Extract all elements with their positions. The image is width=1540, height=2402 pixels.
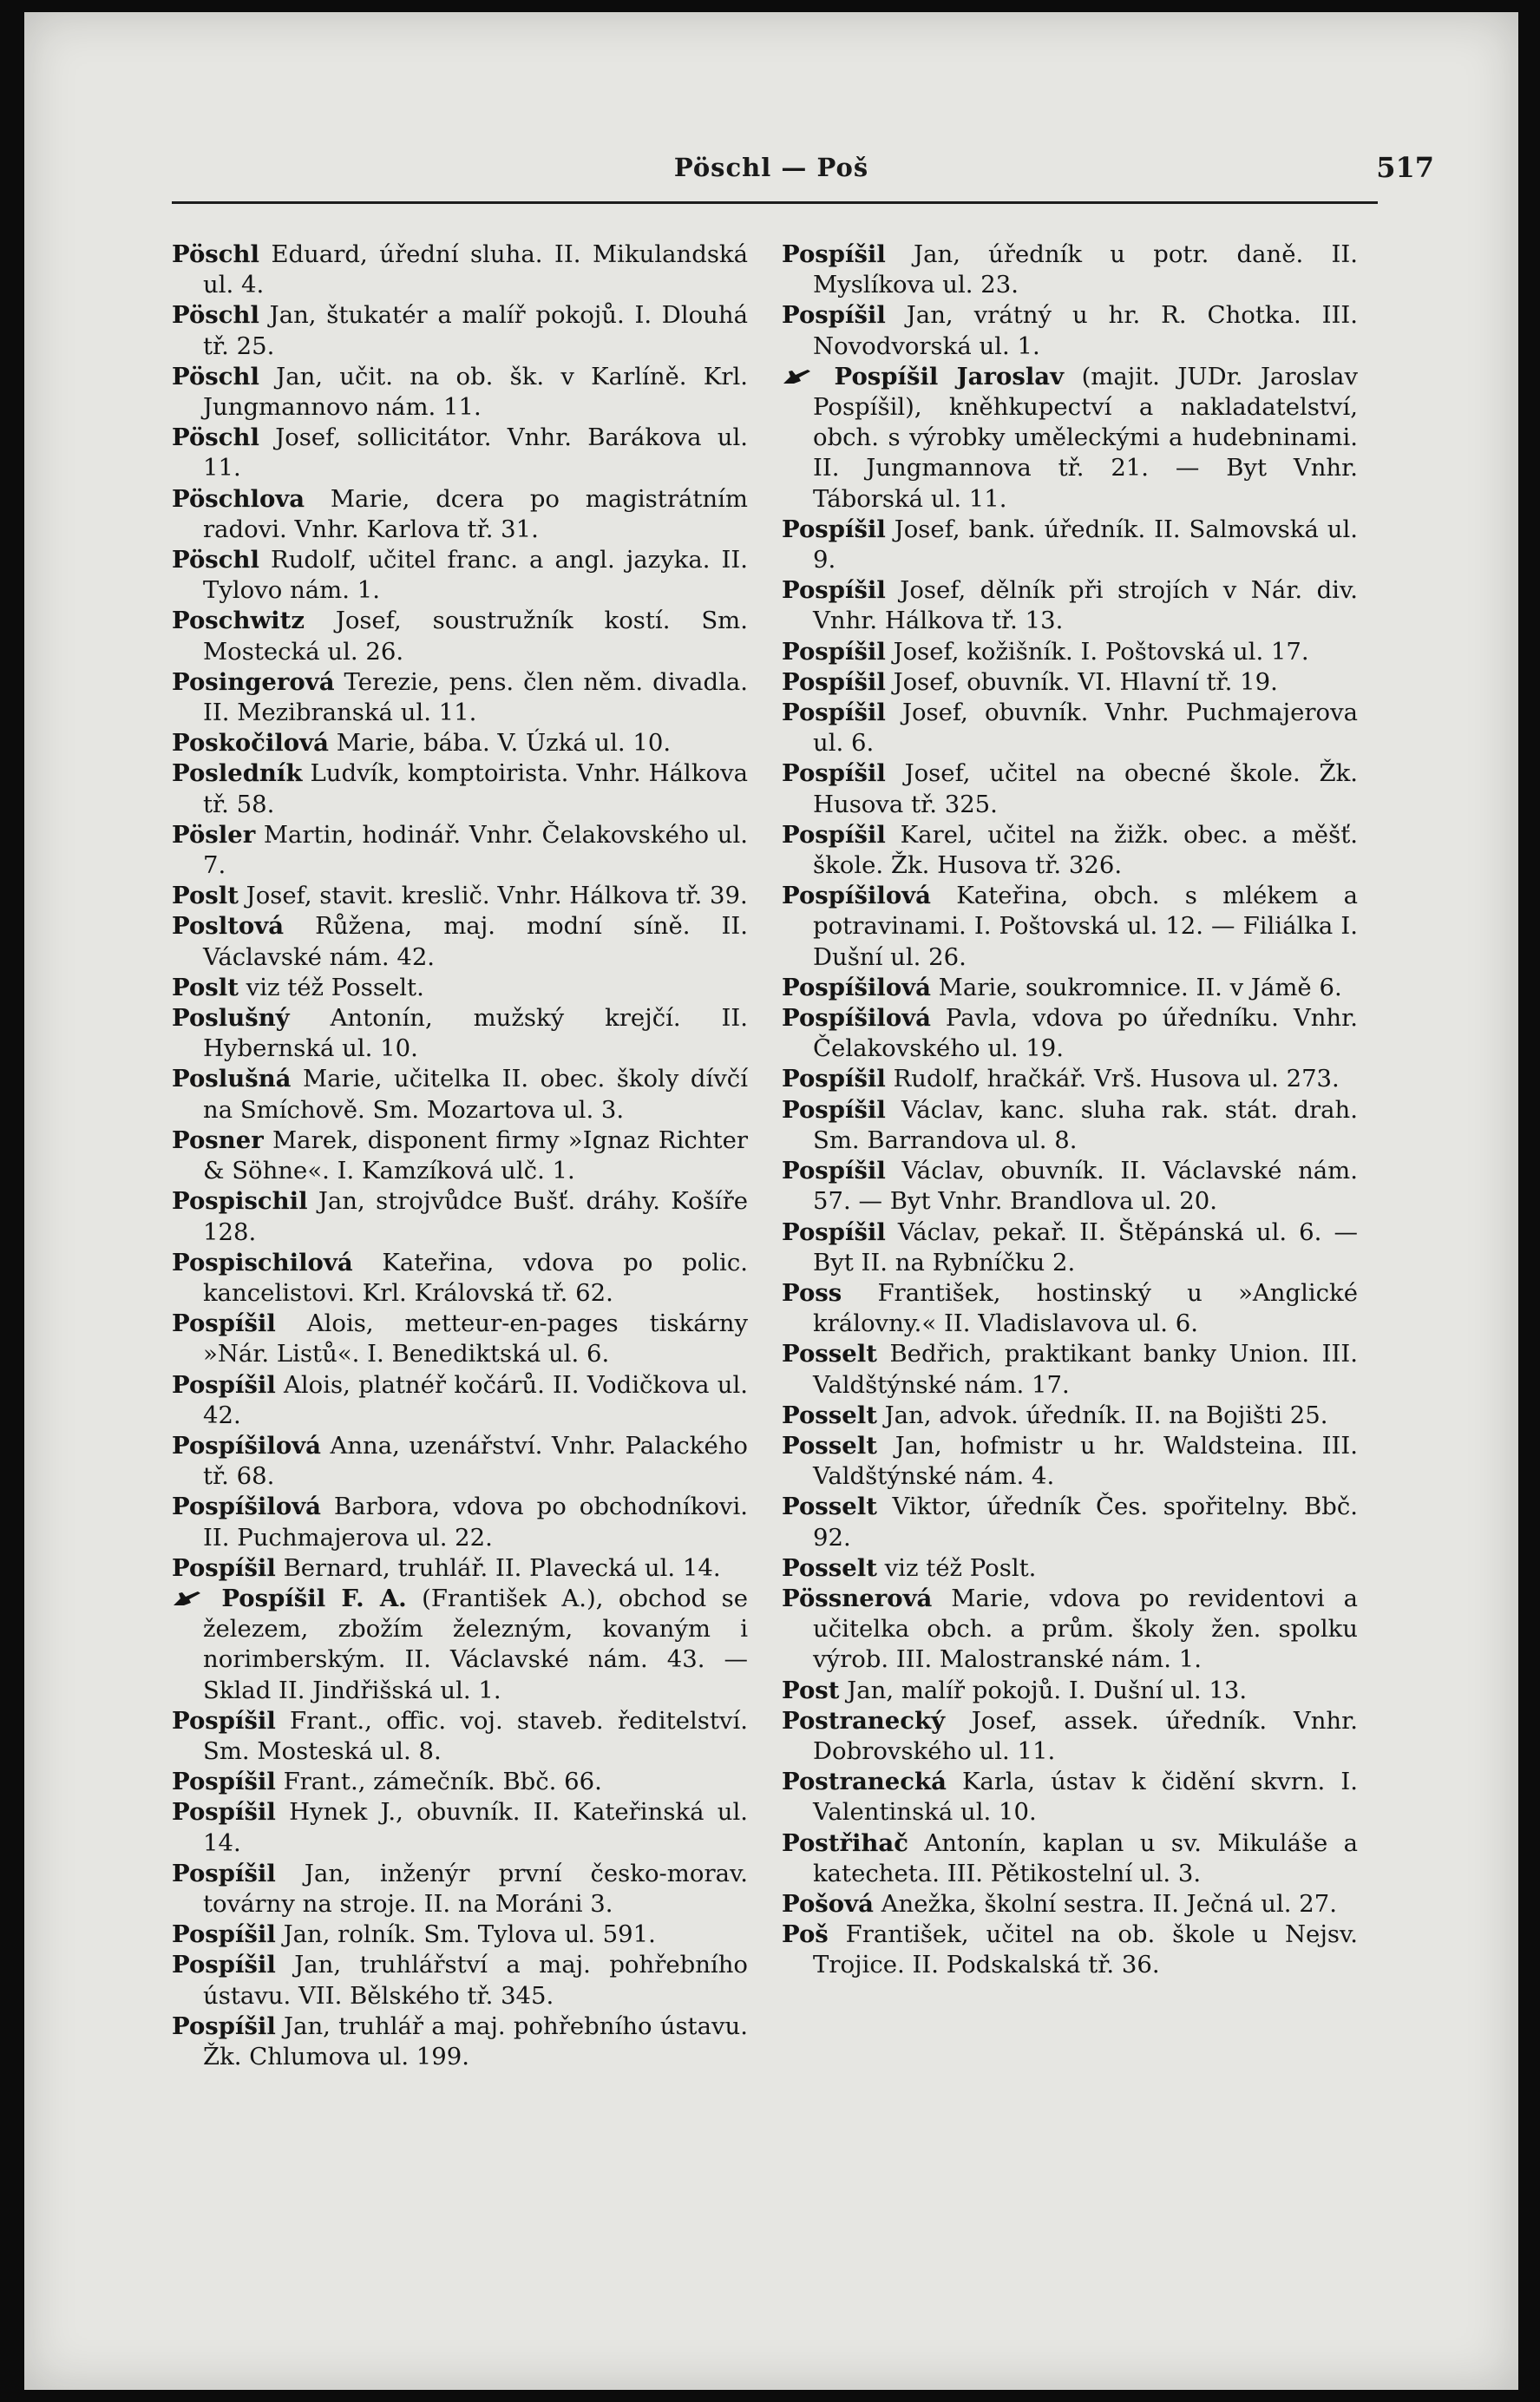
directory-entry (172, 1064, 748, 1125)
directory-page (24, 12, 1518, 2390)
entry-details: Marie, učitelka II. obec. školy dívčí na Smíchově. Sm. Mozartova ul. 3. (203, 1065, 748, 1124)
entry-details: Josef, dělník při strojích v Nár. div. Vnhr. Hálkova tř. 13. (813, 576, 1358, 635)
entry-details: Alois, platnéř kočárů. II. Vodičkova ul. 42. (203, 1370, 748, 1429)
entry-name: Postranecká (782, 1768, 947, 1796)
entry-name: Pospíšil F. A. (221, 1584, 407, 1612)
directory-entry (172, 1859, 748, 1920)
entry-details: Josef, assek. úředník. Vnhr. Dobrovského ul. 11. (813, 1706, 1358, 1765)
entry-name: Pöschl (172, 240, 259, 268)
entry-name: Poslušný (172, 1004, 290, 1033)
directory-entry (782, 1706, 1358, 1767)
page-number: 517 (1376, 151, 1434, 184)
entry-details: Anna, uzenářství. Vnhr. Palackého tř. 68. (203, 1431, 748, 1491)
entry-name: Posltová (172, 912, 285, 941)
entry-details: Jan, inženýr první česko-morav. továrny na stroje. II. na Moráni 3. (203, 1859, 748, 1918)
entry-name: Post (782, 1676, 840, 1704)
running-head (24, 142, 1518, 194)
entry-details: Karel, učitel na žižk. obec. a měšť. škole. Žk. Husova tř. 326. (813, 820, 1358, 880)
entry-details: Bedřich, praktikant banky Union. III. Valdštýnské nám. 17. (813, 1340, 1358, 1399)
entry-details: Marie, vdova po revidentovi a učitelka obch. a prům. školy žen. spolku výrob. III. Malostranské nám. 1. (813, 1584, 1358, 1674)
entry-details: Ludvík, komptoirista. Vnhr. Hálkova tř. 58. (203, 759, 748, 818)
entry-name: Pospíšil (782, 820, 886, 849)
entry-name: Posselt (782, 1401, 877, 1429)
entry-details: Václav, pekař. II. Štěpánská ul. 6. — Byt II. na Rybníčku 2. (813, 1217, 1358, 1276)
entry-name: Posselt (782, 1340, 877, 1368)
directory-entry (172, 300, 748, 361)
entry-name: Postranecký (782, 1706, 946, 1735)
entry-name: Pospíšilová (782, 882, 931, 910)
entry-details: Rudolf, hračkář. Vrš. Husova ul. 273. (885, 1065, 1340, 1093)
entry-name: Pospíšil (782, 515, 886, 543)
directory-entry (172, 1186, 748, 1247)
entry-details: Jan, štukatér a malíř pokojů. I. Dlouhá tř. 25. (203, 301, 748, 360)
directory-entry (782, 300, 1358, 361)
entry-name: Pöschl (172, 546, 259, 574)
directory-entry (782, 1003, 1358, 1064)
entry-name: Pospíšil (172, 1920, 276, 1949)
entry-details: viz též Poslt. (876, 1553, 1037, 1582)
entry-details: Marie, dcera po magistrátním radovi. Vnhr. Karlova tř. 31. (203, 484, 748, 543)
entry-name: Pospíšil (172, 1768, 276, 1796)
entry-details: Rudolf, učitel franc. a angl. jazyka. II. Tylovo nám. 1. (203, 546, 748, 605)
directory-entry (172, 1950, 748, 2011)
directory-entry (782, 758, 1358, 819)
page-title: Pöschl — Poš (673, 153, 869, 182)
entry-details: Bernard, truhlář. II. Plavecká ul. 14. (275, 1553, 721, 1582)
entry-name: Pospíšil (782, 1065, 886, 1093)
directory-entry (782, 667, 1358, 698)
directory-entry (782, 1339, 1358, 1400)
entry-name: Pospíšil (172, 1706, 276, 1735)
directory-entry (172, 484, 748, 545)
entry-name: Posselt (782, 1553, 877, 1582)
entry-name: Pospíšil (782, 240, 886, 268)
entry-name: Poslt (172, 973, 239, 1001)
directory-entry (782, 1278, 1358, 1339)
entry-details: Jan, hofmistr u hr. Waldsteina. III. Valdštýnské nám. 4. (813, 1431, 1358, 1491)
entry-details: Frant., zámečník. Bbč. 66. (275, 1768, 602, 1796)
entry-details: Růžena, maj. modní síně. II. Václavské nám. 42. (203, 912, 748, 971)
directory-entry (172, 1003, 748, 1064)
directory-entry (172, 1553, 748, 1584)
entry-details: Jan, truhlář a maj. pohřebního ústavu. Žk. Chlumova ul. 199. (203, 2012, 748, 2071)
entry-name: Pospíšil (172, 1798, 276, 1827)
directory-entry (172, 667, 748, 728)
directory-entry (172, 758, 748, 819)
entry-name: Postřihač (782, 1828, 908, 1857)
entry-details: Josef, kožišník. I. Poštovská ul. 17. (885, 637, 1309, 666)
entry-name: Pösler (172, 820, 256, 849)
directory-entry (172, 1767, 748, 1797)
entry-details: Frant., offic. voj. staveb. ředitelství. Sm. Mosteská ul. 8. (203, 1706, 748, 1765)
directory-entry (782, 1156, 1358, 1217)
directory-entry (172, 606, 748, 666)
entry-name: Posselt (782, 1431, 877, 1460)
entry-details: Hynek J., obuvník. II. Kateřinská ul. 14. (203, 1798, 748, 1857)
directory-entry (782, 1676, 1358, 1706)
directory-entry (782, 1064, 1358, 1094)
directory-entry (172, 911, 748, 972)
entry-name: Pöschl (172, 362, 259, 390)
entry-name: Pössnerová (782, 1584, 933, 1612)
entry-details: Josef, bank. úředník. II. Salmovská ul. 9. (813, 515, 1358, 574)
entry-details: Josef, obuvník. VI. Hlavní tř. 19. (885, 667, 1278, 696)
directory-entry (782, 973, 1358, 1003)
directory-entry (172, 545, 748, 606)
directory-entry (782, 637, 1358, 667)
entry-details: Jan, učit. na ob. šk. v Karlíně. Krl. Jungmannovo nám. 11. (203, 362, 748, 422)
entry-details: Václav, obuvník. II. Václavské nám. 57. — Byt Vnhr. Brandlova ul. 20. (813, 1157, 1358, 1216)
directory-entry (172, 1309, 748, 1369)
entry-name: Pospíšil (172, 1553, 276, 1582)
directory-entry (782, 1431, 1358, 1492)
entry-name: Pospíšilová (782, 1004, 931, 1033)
entry-name: Pospíšil (782, 1217, 886, 1246)
directory-entry (172, 1706, 748, 1767)
entry-details: Jan, strojvůdce Bušť. dráhy. Košíře 128. (203, 1187, 748, 1246)
directory-entry (172, 1248, 748, 1309)
directory-entry (172, 1797, 748, 1858)
header-rule (172, 201, 1378, 204)
entry-name: Poslt (172, 882, 239, 910)
entry-name: Pöschl (172, 301, 259, 330)
entry-name: Pospíšil (782, 699, 886, 727)
entry-details: (majit. JUDr. Jaroslav Pospíšil), kněhkupectví a nakladatelství, obch. s výrobky uměleckými a hudebninami. II. Jungmannova tř. 21. — Byt Vnhr. Táborská ul. 11. (813, 362, 1358, 513)
entry-name: Pospíšil (782, 1157, 886, 1185)
entry-details: Václav, kanc. sluha rak. stát. drah. Sm. Barrandova ul. 8. (813, 1095, 1358, 1154)
entry-name: Pospíšil (782, 759, 886, 788)
directory-entry (172, 1584, 748, 1706)
directory-entry (172, 1431, 748, 1492)
directory-entry (172, 2012, 748, 2072)
entry-details: viz též Posselt. (238, 973, 424, 1001)
directory-entry (782, 881, 1358, 973)
entry-details: Josef, učitel na obecné škole. Žk. Husova tř. 325. (813, 759, 1358, 818)
directory-entry (172, 423, 748, 483)
entry-details: Josef, soustružník kostí. Sm. Mostecká ul. 26. (203, 607, 748, 666)
directory-entry (172, 1126, 748, 1186)
directory-entry (172, 973, 748, 1003)
directory-entry (172, 1920, 748, 1950)
entry-details: František, učitel na ob. škole u Nejsv. Trojice. II. Podskalská tř. 36. (813, 1920, 1358, 1979)
entry-name: Pošová (782, 1889, 874, 1918)
directory-entry (782, 1401, 1358, 1431)
entry-details: Josef, sollicitátor. Vnhr. Barákova ul. 11. (203, 423, 748, 482)
entry-name: Pospíšil (782, 1095, 886, 1124)
entry-details: Viktor, úředník Čes. spořitelny. Bbč. 92. (813, 1493, 1358, 1552)
entry-details: Pavla, vdova po úředníku. Vnhr. Čelakovského ul. 19. (813, 1004, 1358, 1063)
entry-details: Antonín, kaplan u sv. Mikuláše a katecheta. III. Pětikostelní ul. 3. (813, 1828, 1358, 1887)
entry-name: Pospíšil (782, 667, 886, 696)
entry-details: Kateřina, vdova po polic. kancelistovi. Krl. Královská tř. 62. (203, 1248, 748, 1307)
entry-name: Poš (782, 1920, 829, 1949)
entry-name: Pöschlova (172, 484, 305, 513)
entry-details: Karla, ústav k čidění skvrn. I. Valentinská ul. 10. (813, 1768, 1358, 1827)
directory-entry (782, 362, 1358, 515)
entry-details: Jan, advok. úředník. II. na Bojišti 25. (876, 1401, 1328, 1429)
directory-entry (172, 1492, 748, 1552)
entry-details: Marie, bába. V. Úzká ul. 10. (328, 729, 672, 758)
directory-entry (782, 1889, 1358, 1920)
entry-details: Jan, vrátný u hr. R. Chotka. III. Novodvorská ul. 1. (813, 301, 1358, 360)
directory-entry (782, 1095, 1358, 1156)
entry-details: Kateřina, obch. s mlékem a potravinami. I. Poštovská ul. 12. — Filiálka I. Dušní ul. 26. (813, 882, 1358, 971)
entry-name: Poslušná (172, 1065, 292, 1093)
entry-details: Jan, úředník u potr. daně. II. Myslíkova ul. 23. (813, 240, 1358, 299)
entry-name: Pospíšil (782, 301, 886, 330)
entry-name: Posledník (172, 759, 303, 788)
entry-name: Posingerová (172, 667, 335, 696)
directory-entry (782, 575, 1358, 636)
directory-entry (782, 1828, 1358, 1889)
entry-name: Pospíšil (172, 1859, 276, 1887)
directory-entry (782, 698, 1358, 758)
pointing-hand-icon (172, 1588, 203, 1609)
directory-entry (782, 240, 1358, 300)
entry-name: Pospíšilová (172, 1493, 321, 1521)
entry-details: Marie, soukromnice. II. v Jámě 6. (930, 973, 1342, 1001)
entry-name: Poschwitz (172, 607, 305, 635)
directory-entry (172, 820, 748, 881)
directory-entry (782, 1217, 1358, 1278)
entry-name: Pospíšil (172, 2012, 276, 2040)
entry-name: Pospíšil (172, 1951, 276, 1979)
entry-name: Pospischil (172, 1187, 308, 1216)
directory-entry (172, 362, 748, 423)
entry-details: Jan, rolník. Sm. Tylova ul. 591. (275, 1920, 656, 1949)
entry-details: František, hostinský u »Anglické královny.« II. Vladislavova ul. 6. (813, 1278, 1358, 1338)
directory-entry (782, 1767, 1358, 1828)
entry-name: Pospíšil (782, 576, 886, 605)
entry-details: Terezie, pens. člen něm. divadla. II. Mezibranská ul. 11. (203, 667, 748, 727)
directory-entry (782, 820, 1358, 881)
entry-name: Posselt (782, 1493, 877, 1521)
entry-name: Pospíšil (172, 1370, 276, 1399)
entry-name: Pospischilová (172, 1248, 353, 1276)
directory-entry (782, 1920, 1358, 1980)
directory-entry (782, 515, 1358, 575)
entry-details: Josef, obuvník. Vnhr. Puchmajerova ul. 6. (813, 699, 1358, 758)
entry-details: Marek, disponent firmy »Ignaz Richter & Söhne«. I. Kamzíková ulč. 1. (203, 1126, 748, 1185)
entry-details: Alois, metteur-en-pages tiskárny »Nár. Listů«. I. Benediktská ul. 6. (203, 1309, 748, 1368)
entry-details: Jan, truhlářství a maj. pohřebního ústavu. VII. Bělského tř. 345. (203, 1951, 748, 2010)
entry-name: Pospíšilová (782, 973, 931, 1001)
directory-entry (172, 728, 748, 758)
entry-name: Pospíšil Jaroslav (834, 362, 1065, 390)
directory-entry (172, 881, 748, 911)
entry-details: Josef, stavit. kreslič. Vnhr. Hálkova tř. 39. (238, 882, 748, 910)
entry-name: Poskočilová (172, 729, 329, 758)
entry-details: (František A.), obchod se železem, zbožím železným, kovaným i norimberským. II. Václavské nám. 43. — Sklad II. Jindřišská ul. 1. (203, 1584, 748, 1704)
right-column (782, 240, 1358, 1981)
entry-name: Pospíšilová (172, 1431, 321, 1460)
directory-entry (782, 1492, 1358, 1552)
entry-name: Pospíšil (172, 1309, 276, 1338)
entry-name: Poss (782, 1278, 842, 1307)
directory-entry (172, 1370, 748, 1431)
directory-entry (172, 240, 748, 300)
entry-details: Jan, malíř pokojů. I. Dušní ul. 13. (839, 1676, 1248, 1704)
entry-name: Pöschl (172, 423, 259, 452)
pointing-hand-icon (782, 366, 813, 387)
entry-details: Antonín, mužský krejčí. II. Hybernská ul. 10. (203, 1004, 748, 1063)
entry-details: Anežka, školní sestra. II. Ječná ul. 27. (873, 1889, 1337, 1918)
entry-details: Martin, hodinář. Vnhr. Čelakovského ul. 7. (203, 820, 748, 880)
entry-details: Eduard, úřední sluha. II. Mikulandská ul. 4. (203, 240, 748, 299)
entry-details: Barbora, vdova po obchodníkovi. II. Puchmajerova ul. 22. (203, 1493, 748, 1552)
entry-name: Posner (172, 1126, 264, 1154)
directory-entry (782, 1553, 1358, 1584)
left-column (172, 240, 748, 2072)
entry-name: Pospíšil (782, 637, 886, 666)
directory-entry (782, 1584, 1358, 1676)
